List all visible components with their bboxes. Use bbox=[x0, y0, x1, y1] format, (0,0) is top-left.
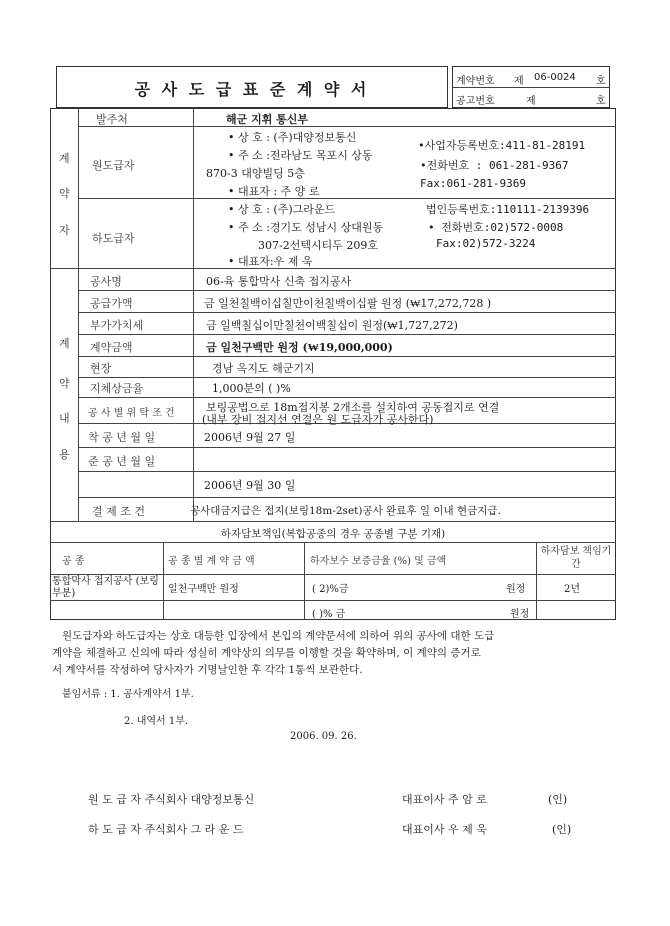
row-value-end-date: 2006년 9월 30 일 bbox=[204, 479, 296, 492]
signature-contractor-seal: (인) bbox=[548, 793, 568, 806]
attachments-line2: 2. 내역서 1부. bbox=[124, 716, 189, 727]
warranty-row2-deposit-won: 원정 bbox=[510, 609, 530, 620]
row-value-payment: 공사대금지급은 접지(보링18m-2set)공사 완료후 일 이내 현금지급. bbox=[190, 505, 501, 517]
contractor-fax: Fax:061-281-9369 bbox=[420, 177, 526, 190]
row-value-project-name: 06-육 통합막사 신축 접지공사 bbox=[206, 275, 352, 288]
row-label-delay-rate: 지체상금율 bbox=[90, 382, 144, 395]
contract-no-label: 계약번호 bbox=[456, 76, 495, 87]
subcontractor-label: 하도급자 bbox=[92, 232, 135, 245]
contractor-ceo: • 대표자 : 주 양 로 bbox=[228, 185, 320, 198]
row-label-contract-amount: 계약금액 bbox=[90, 341, 133, 354]
parties-section-char-3: 자 bbox=[59, 224, 70, 237]
warranty-row1-period: 2년 bbox=[564, 584, 581, 595]
contractor-biz-no: •사업자등록번호:411-81-28191 bbox=[418, 139, 586, 152]
agreement-paragraph-line3: 서 계약서를 작성하여 당사자가 기명날인한 후 각각 1통씩 보관한다. bbox=[52, 664, 363, 676]
warranty-row1-deposit-pct: ( 2)%금 bbox=[312, 584, 349, 595]
contract-no-value: 06-0024 bbox=[534, 72, 576, 83]
warranty-col-type: 공 종 bbox=[62, 556, 85, 567]
row-value-conditions-line1: 보링공법으로 18m접지봉 2개소를 설치하여 공동접지로 연결 bbox=[206, 401, 500, 414]
warranty-row1-type: 통합막사 접지공사 (보링부분) bbox=[52, 576, 159, 599]
subcontractor-ceo: • 대표자:우 제 욱 bbox=[228, 255, 313, 268]
contractor-address2: 870-3 대양빌딩 5층 bbox=[206, 167, 305, 180]
agreement-paragraph-line1: 원도급자와 하도급자는 상호 대등한 입장에서 본입의 계약문서에 의하여 위의 공사에 대한 도급 bbox=[62, 630, 495, 642]
agreement-paragraph-line2: 계약을 체결하고 신의에 따라 성실히 계약상의 의무를 이행할 것을 확약하며, 이 계약의 증거로 bbox=[52, 647, 481, 659]
document-title: 공 사 도 급 표 준 계 약 서 bbox=[134, 80, 370, 99]
signature-subcontractor-rep: 대표이사 우 제 욱 bbox=[402, 823, 487, 836]
row-label-project-name: 공사명 bbox=[90, 275, 122, 288]
warranty-row1-deposit-won: 원정 bbox=[506, 584, 526, 595]
row-value-vat: 금 일백칠십이만칠천이백칠십이 원정(₩1,727,272) bbox=[206, 319, 458, 332]
signature-contractor-rep: 대표이사 주 암 로 bbox=[402, 793, 487, 806]
row-value-supply-value: 금 일천칠백이십칠만이천칠백이십팔 원정 (₩17,272,728 ) bbox=[204, 297, 492, 310]
contract-section-char-2: 약 bbox=[59, 377, 70, 390]
signature-subcontractor-role: 하 도 급 자 주식회사 그 라 운 드 bbox=[88, 823, 244, 836]
notice-no-ho: 호 bbox=[596, 96, 606, 107]
contractor-label: 원도급자 bbox=[92, 159, 135, 172]
row-label-payment: 결 제 조 건 bbox=[92, 505, 145, 518]
row-value-conditions-line2: (내부 장비 접지선 연결은 원 도급자가 공사한다) bbox=[202, 413, 434, 426]
contract-table bbox=[50, 108, 616, 620]
client-label: 발주처 bbox=[96, 113, 128, 126]
warranty-title: 하자담보책임(복합공종의 경우 공종별 구분 기재) bbox=[220, 528, 446, 540]
parties-section-char-1: 계 bbox=[59, 152, 70, 165]
client-value: 해군 지휘 통신부 bbox=[226, 113, 309, 126]
row-label-vat: 부가가치세 bbox=[90, 319, 144, 332]
subcontractor-name: • 상 호 : (주)그라운드 bbox=[228, 203, 336, 216]
row-label-supply-value: 공급가액 bbox=[90, 297, 133, 310]
warranty-col-amount: 공 종 별 계 약 금 액 bbox=[168, 556, 255, 567]
subcontractor-corp-no: 법인등록번호:110111-2139396 bbox=[426, 203, 590, 216]
subcontractor-tel: • 전화번호:02)572-0008 bbox=[428, 221, 564, 234]
contract-section-char-3: 내 bbox=[59, 412, 70, 425]
subcontractor-fax: Fax:02)572-3224 bbox=[436, 237, 536, 250]
attachments-line1: 붙임서류 : 1. 공사계약서 1부. bbox=[62, 689, 194, 700]
warranty-row1-amount: 일천구백만 원정 bbox=[168, 584, 239, 595]
warranty-col-period: 하자담보 책임기간 bbox=[540, 546, 612, 570]
subcontractor-address2: 307-2선텍시티두 209호 bbox=[258, 239, 378, 252]
notice-no-je: 제 bbox=[526, 96, 536, 107]
row-label-end-date: 준 공 년 월 일 bbox=[88, 455, 156, 468]
row-label-start-date: 착 공 년 월 일 bbox=[88, 431, 156, 444]
document-date: 2006. 09. 26. bbox=[290, 731, 357, 742]
notice-no-label: 공고번호 bbox=[456, 96, 495, 107]
signature-contractor-role: 원 도 급 자 주식회사 대양정보통신 bbox=[88, 793, 255, 806]
row-value-start-date: 2006년 9월 27 일 bbox=[204, 431, 296, 444]
row-value-contract-amount: 금 일천구백만 원정 (₩19,000,000) bbox=[206, 341, 393, 354]
contract-section-char-4: 용 bbox=[59, 448, 70, 461]
subcontractor-address1: • 주 소 :경기도 성남시 상대원동 bbox=[228, 221, 384, 234]
contract-no-ho: 호 bbox=[596, 76, 606, 87]
contractor-tel: •전화번호 : 061-281-9367 bbox=[420, 159, 569, 172]
warranty-row2-deposit-pct: ( )% 금 bbox=[312, 609, 346, 620]
signature-subcontractor-seal: (인) bbox=[552, 823, 572, 836]
row-label-site: 현장 bbox=[90, 362, 112, 375]
row-value-delay-rate: 1,000분의 ( )% bbox=[212, 382, 291, 395]
row-value-site: 경남 옥지도 해군기지 bbox=[212, 362, 315, 375]
contractor-name: • 상 호 : (주)대양정보통신 bbox=[228, 131, 357, 144]
row-label-conditions: 공 사 별 위 탁 조 건 bbox=[88, 408, 175, 419]
warranty-col-deposit: 하자보수 보증금율 (%) 및 금액 bbox=[310, 556, 447, 567]
contract-no-je: 제 bbox=[514, 76, 524, 87]
parties-section-char-2: 약 bbox=[59, 187, 70, 200]
contract-section-char-1: 계 bbox=[59, 337, 70, 350]
contractor-address1: • 주 소 :전라남도 목포시 상동 bbox=[228, 149, 373, 162]
